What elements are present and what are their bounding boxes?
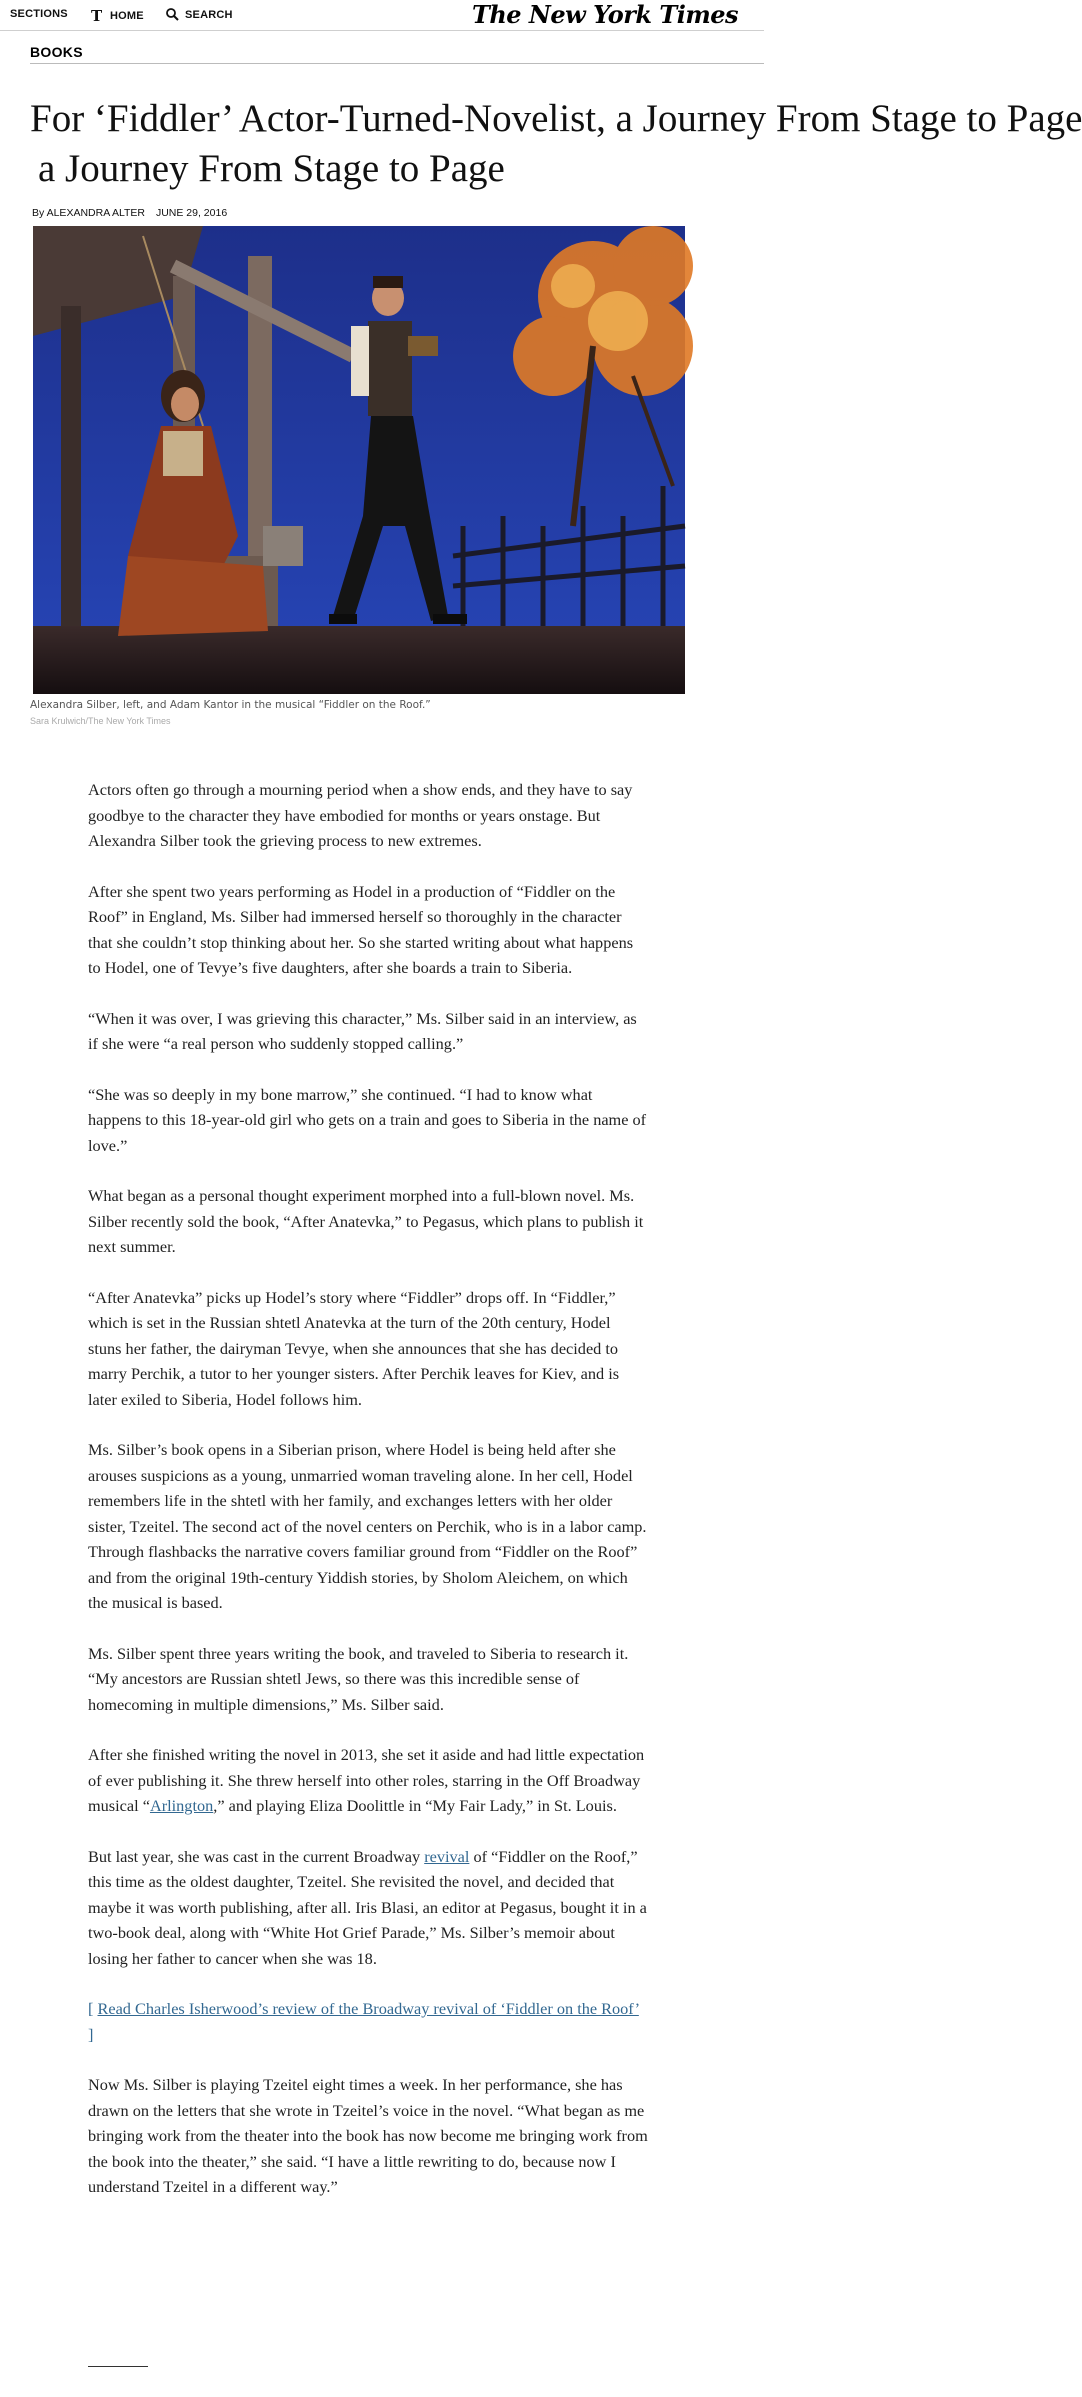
paragraph-text: of “Fiddler on the Roof,” this time as the oldest daughter, Tzeitel. She revisited the novel, and decided that maybe it was worth publishing, after all. Iris Blasi, an editor at Pegasus, bought it in a two-book deal, along with “White Hot Grief Parade,” Ms. Silber’s memoir about losing her father to cancer when she was 18.	[88, 1846, 647, 1968]
bracket-open: [	[88, 1999, 98, 2018]
search-icon	[166, 8, 179, 21]
photo-credit: Sara Krulwich/The New York Times	[30, 716, 171, 726]
sections-label: SECTIONS	[10, 8, 68, 20]
bracket-close: ]	[88, 2024, 94, 2044]
arlington-link[interactable]: Arlington	[149, 1796, 214, 1815]
author: By ALEXANDRA ALTER	[32, 207, 146, 219]
paragraph: “She was so deeply in my bone marrow,” she continued. “I had to know what happens to this 18-year-old girl who gets on a train and goes to Siberia in the name of love.”	[88, 1084, 647, 1155]
paragraph: Now Ms. Silber is playing Tzeitel eight times a week. In her performance, she has drawn on the letters that she wrote in Tzeitel’s voice in the novel. “What began as me bringing work from the theater into the book has now become me bringing work from the book into the theater,” she said. “I have a little rewriting to do, because now I understand Tzeitel in a different way.”	[88, 2075, 648, 2196]
headline	[30, 94, 1082, 194]
publish-date: JUNE 29, 2016	[155, 207, 228, 219]
headline-line-2: a Journey From Stage to Page	[38, 147, 505, 190]
paragraph: After she spent two years performing as Hodel in a production of “Fiddler on the Roof” in England, Ms. Silber had immersed herself so thoroughly in the character that she couldn’t stop thinking about her. So she started writing about what happens to Hodel, one of Tevye’s five daughters, after she boards a train to Siberia.	[88, 881, 634, 977]
related-review-link[interactable]: Read Charles Isherwood’s review of the Broadway revival of ‘Fiddler on the Roof’	[97, 1999, 639, 2018]
top-navigation-bar	[0, 0, 764, 31]
paragraph	[88, 1742, 648, 1819]
headline-line-1: For ‘Fiddler’ Actor-Turned-Novelist, a Journey From Stage to Page	[30, 97, 1082, 140]
search-label: SEARCH	[185, 8, 233, 21]
paragraph: “When it was over, I was grieving this character,” Ms. Silber said in an interview, as if she were “a real person who suddenly stopped calling.”	[88, 1008, 637, 1053]
paragraph: Ms. Silber’s book opens in a Siberian prison, where Hodel is being held after she arouses suspicions as a young, unmarried woman traveling alone. In her cell, Hodel remembers life in the shtetl with her family, and exchanges letters with her older sister, Tzeitel. The second act of the novel centers on Perchik, who is in a labor camp. Through flashbacks the narrative covers familiar ground from “Fiddler on the Roof” and from the original 19th-century Yiddish stories, by Sholom Aleichem, on which the musical is based.	[88, 1440, 647, 1612]
stage-scene-image	[33, 226, 685, 694]
svg-text:T: T	[91, 7, 103, 25]
section-divider	[30, 63, 764, 64]
article-body	[88, 777, 648, 2225]
paragraph-text: ,” and playing Eliza Doolittle in “My Fair Lady,” in St. Louis.	[213, 1796, 617, 1815]
paragraph: “After Anatevka” picks up Hodel’s story where “Fiddler” drops off. In “Fiddler,” which is set in the Russian shtetl Anatevka at the turn of the 20th century, Hodel stuns her father, the dairyman Tevye, when she announces that she has decided to marry Perchik, a tutor to her younger sisters. After Perchik leaves for Kiev, and is later exiled to Siberia, Hodel follows him.	[88, 1287, 620, 1409]
paragraph-text: But last year, she was cast in the current Broadway	[88, 1846, 425, 1866]
nyt-logo[interactable]: The New York Times	[472, 0, 738, 29]
paragraph	[88, 1844, 648, 1972]
related-article	[88, 1996, 648, 2047]
section-label-books[interactable]: BOOKS	[30, 44, 83, 60]
article-end-rule	[88, 2366, 148, 2367]
article-photo[interactable]	[33, 226, 685, 694]
paragraph: What began as a personal thought experiment morphed into a full-blown novel. Ms. Silber recently sold the book, “After Anatevka,” to Pegasus, which plans to publish it next summer.	[88, 1186, 644, 1256]
revival-link[interactable]: revival	[424, 1846, 470, 1866]
home-label: HOME	[110, 10, 144, 22]
sections-button[interactable]	[4, 8, 68, 20]
paragraph: Actors often go through a mourning period when a show ends, and they have to say goodbye to the character they have embodied for months or years onstage. But Alexandra Silber took the grieving process to new extremes.	[88, 780, 633, 850]
nyt-t-icon	[90, 8, 104, 24]
photo-caption: Alexandra Silber, left, and Adam Kantor in the musical “Fiddler on the Roof.”	[30, 699, 431, 711]
byline	[32, 207, 227, 219]
paragraph: Ms. Silber spent three years writing the book, and traveled to Siberia to research it. “My ancestors are Russian shtetl Jews, so there was this incredible sense of homecoming in multiple dimensions,” Ms. Silber said.	[88, 1643, 629, 1714]
home-link[interactable]	[90, 8, 144, 24]
search-button[interactable]	[166, 8, 233, 21]
paragraph-text: After she finished writing the novel in 2013, she set it aside and had little expectation of ever publishing it. She threw herself into other roles, starring in the Off Broadway musical “	[88, 1745, 645, 1815]
